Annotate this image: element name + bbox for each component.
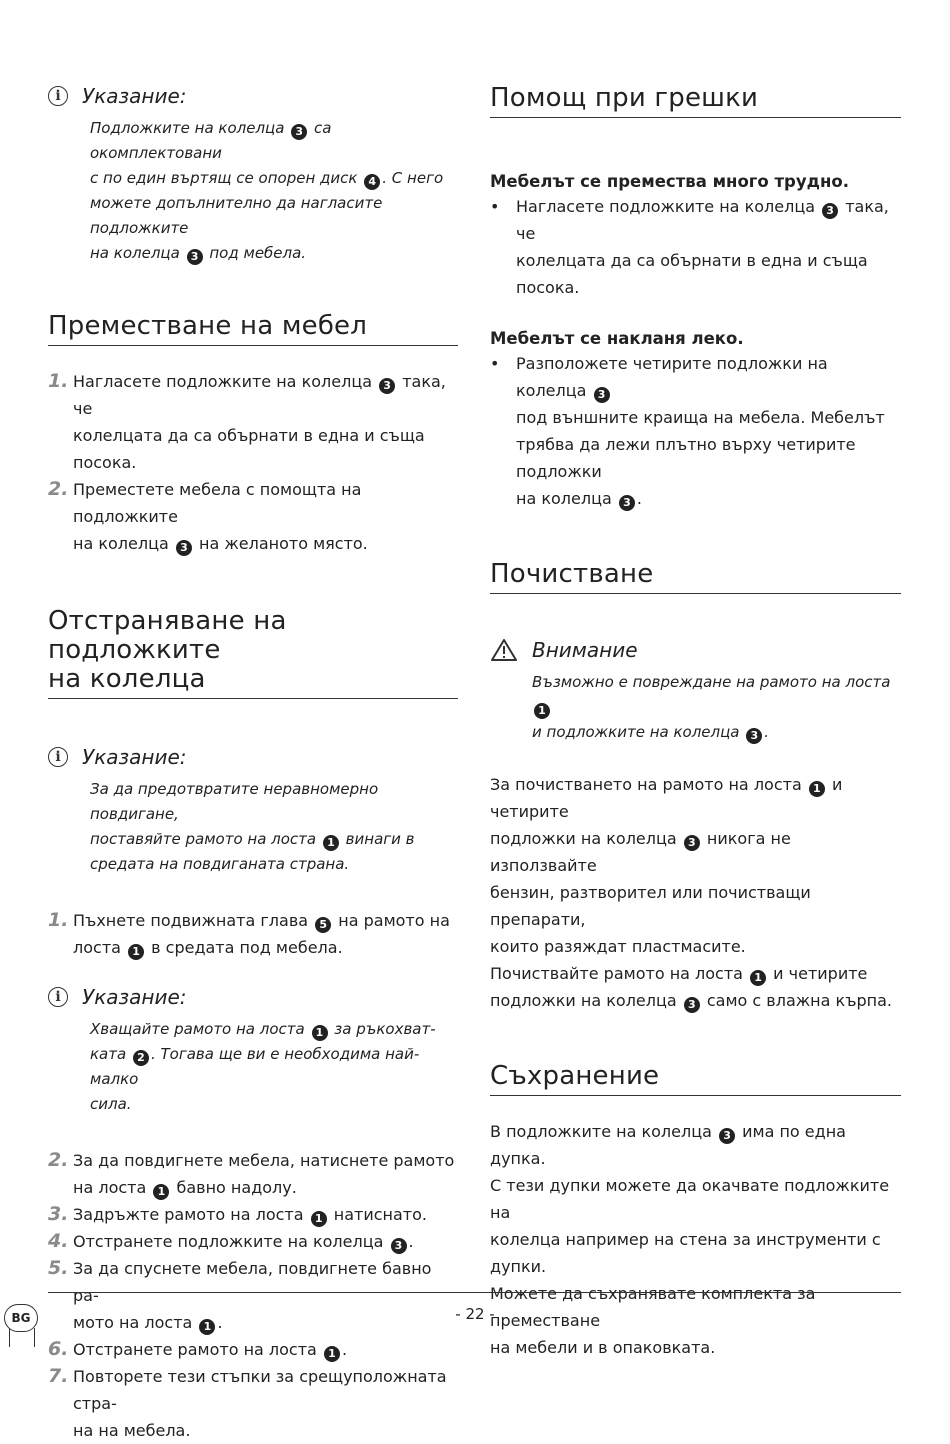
bullet-item: • Разположете четирите подложки на колелца 3 под външните краища на мебела. Мебелът трябва да лежи плътно върху четирите подложки на колелца 3 . <box>490 354 885 509</box>
marker-1: 1 <box>311 1211 327 1227</box>
marker-3: 3 <box>176 540 192 556</box>
problem-heading: Мебелът се премества много трудно. <box>490 172 849 191</box>
note-title: Указание: <box>82 985 187 1009</box>
marker-1: 1 <box>534 703 550 719</box>
marker-5: 5 <box>315 917 331 933</box>
language-badge: BG <box>4 1304 38 1332</box>
marker-1: 1 <box>199 1319 215 1335</box>
right-column <box>490 84 901 1361</box>
marker-1: 1 <box>324 1346 340 1362</box>
step-item: 1. Нагласете подложките на колелца 3 така, че колелцата да са обърнати в една и съща посока. <box>48 370 446 472</box>
marker-1: 1 <box>128 944 144 960</box>
step-item: 5. За да спуснете мебела, повдигнете бавно ра- мото на лоста 1 . <box>48 1257 432 1333</box>
step-item: 3. Задръжте рамото на лоста 1 натиснато. <box>48 1203 427 1225</box>
steps-removing-1 <box>48 907 458 961</box>
left-column <box>48 84 458 1444</box>
footer-rule <box>48 1292 901 1293</box>
marker-4: 4 <box>364 174 380 190</box>
step-item: 4. Отстранете подложките на колелца 3 . <box>48 1230 414 1252</box>
note-3: i Указание: Хващайте рамото на лоста 1 за ръкохват- ката 2 . Тогава ще ви е необходима най-малко сила. <box>48 985 458 1117</box>
step-item: 6. Отстранете рамото на лоста 1 . <box>48 1338 348 1360</box>
storage-paragraph: В подложките на колелца 3 има по една дупка. С тези дупки можете да окачвате подложките на колелца например на стена за инструменти с дупки. Можете да съхранявате комплекта за преместване на мебели и в опаковката. <box>490 1122 890 1357</box>
marker-3: 3 <box>822 203 838 219</box>
marker-1: 1 <box>312 1025 328 1041</box>
section-title-storage: Съхранение <box>490 1062 901 1096</box>
info-icon: i <box>48 86 68 106</box>
marker-3: 3 <box>619 495 635 511</box>
marker-3: 3 <box>719 1128 735 1144</box>
steps-moving <box>48 368 458 557</box>
section-title-troubleshooting: Помощ при грешки <box>490 84 901 118</box>
page-number: - 22 - <box>455 1305 495 1323</box>
step-item: 7. Повторете тези стъпки за срещуположната стра- на на мебела. <box>48 1365 447 1440</box>
problem-heading: Мебелът се накланя леко. <box>490 329 744 348</box>
warning-note: Внимание Възможно е повреждане на рамото на лоста 1 и подложките на колелца 3 . <box>490 638 901 745</box>
marker-3: 3 <box>684 835 700 851</box>
step-item: 2. За да повдигнете мебела, натиснете рамото на лоста 1 бавно надолу. <box>48 1149 455 1198</box>
marker-1: 1 <box>323 835 339 851</box>
marker-1: 1 <box>750 970 766 986</box>
warning-icon <box>490 638 518 662</box>
note-title: Указание: <box>82 745 187 769</box>
marker-3: 3 <box>391 1238 407 1254</box>
marker-3: 3 <box>187 249 203 265</box>
marker-3: 3 <box>684 997 700 1013</box>
marker-1: 1 <box>153 1184 169 1200</box>
bullet-item: • Нагласете подложките на колелца 3 така, че колелцата да са обърнати в една и съща посока. <box>490 197 889 297</box>
warning-title: Внимание <box>532 638 638 662</box>
note-2: i Указание: За да предотвратите неравномерно повдигане, поставяйте рамото на лоста 1 винаги в средата на повдиганата страна. <box>48 745 458 877</box>
marker-3: 3 <box>379 378 395 394</box>
steps-removing-2 <box>48 1147 458 1444</box>
marker-3: 3 <box>746 728 762 744</box>
marker-2: 2 <box>133 1050 149 1066</box>
section-title-cleaning: Почистване <box>490 560 901 594</box>
step-item: 1. Пъхнете подвижната глава 5 на рамото на лоста 1 в средата под мебела. <box>48 909 450 958</box>
marker-1: 1 <box>809 781 825 797</box>
cleaning-paragraph: За почистването на рамото на лоста 1 и четирите подложки на колелца 3 никога не използвайте бензин, разтворител или почистващи препарати, които разяждат пластмасите. Почиствайте рамото на лоста 1 и четирите подложки на колелца 3 само с влажна кърпа. <box>490 775 893 1011</box>
section-title-moving: Преместване на мебел <box>48 312 458 346</box>
info-icon: i <box>48 747 68 767</box>
language-badge-tab <box>9 1328 35 1347</box>
step-item: 2. Преместете мебела с помощта на подложките на колелца 3 на желаното място. <box>48 478 368 554</box>
info-icon: i <box>48 987 68 1007</box>
note-1: i Указание: Подложките на колелца 3 са окомплектовани с по един въртящ се опорен диск 4 . С него можете допълнително да нагласите подложките на колелца 3 под мебела. <box>48 84 458 266</box>
marker-3: 3 <box>291 124 307 140</box>
marker-3: 3 <box>594 387 610 403</box>
section-title-removing: Отстраняване на подложките на колелца <box>48 607 458 699</box>
note-title: Указание: <box>82 84 187 108</box>
